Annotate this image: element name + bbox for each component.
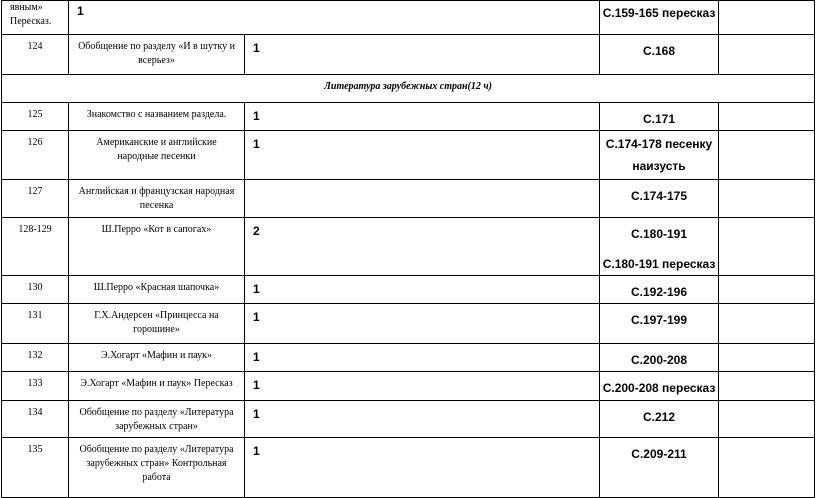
hours-value: 1 xyxy=(253,407,260,421)
row-number-cell xyxy=(2,344,69,372)
row-number-line: Пересказ. xyxy=(10,16,52,27)
hours-cell xyxy=(245,276,600,304)
table-row xyxy=(2,103,815,131)
hours-value: 1 xyxy=(253,137,260,151)
topic-line: работа xyxy=(142,472,171,483)
row-number: 127 xyxy=(27,186,43,197)
topic-cell xyxy=(69,304,245,344)
topic-line: Английская и французская народная xyxy=(78,186,235,197)
page-cell xyxy=(600,276,719,304)
notes-cell xyxy=(719,35,815,75)
topic-cell xyxy=(69,131,245,180)
hours-value: 1 xyxy=(253,444,260,458)
hours-cell xyxy=(245,131,600,180)
page-cell xyxy=(600,304,719,344)
topic-line: Ш.Перро «Кот в сапогах» xyxy=(101,224,212,235)
row-number-cell xyxy=(2,401,69,438)
page-value: С.197-199 xyxy=(630,313,688,327)
hours-value: 1 xyxy=(253,282,260,296)
page-value: С.180-191 xyxy=(630,227,688,241)
row-number-cell xyxy=(2,131,69,180)
topic-line: зарубежных стран» Контрольная xyxy=(86,458,227,469)
row-number-cell xyxy=(2,35,69,75)
hours-cell xyxy=(245,401,600,438)
topic-line: горошине» xyxy=(133,324,180,335)
page-cell xyxy=(600,218,719,276)
hours-cell xyxy=(245,372,600,401)
page-cell xyxy=(600,35,719,75)
notes-cell xyxy=(719,276,815,304)
row-number: 128-129 xyxy=(18,224,52,235)
hours-value: 1 xyxy=(77,4,84,18)
topic-line: Э.Хогарт «Мафин и паук» Пересказ xyxy=(80,378,233,389)
topic-line: Ш.Перро «Красная шапочка» xyxy=(93,282,220,293)
row-number: 134 xyxy=(27,407,43,418)
row-number: 124 xyxy=(27,41,43,52)
topic-line: Г.Х.Андерсен «Принцесса на xyxy=(94,310,219,321)
table-row xyxy=(2,1,815,35)
page-cell xyxy=(600,372,719,401)
page-value: С.174-175 xyxy=(630,189,688,203)
page-value: С.168 xyxy=(642,44,676,58)
row-number: 135 xyxy=(27,444,43,455)
notes-cell xyxy=(719,344,815,372)
table-row xyxy=(2,218,815,276)
topic-cell xyxy=(69,276,245,304)
topic-line: зарубежных стран» xyxy=(115,421,198,432)
notes-cell xyxy=(719,131,815,180)
section-title: Литература зарубежных стран(12 ч) xyxy=(324,81,492,92)
row-number-cell xyxy=(2,304,69,344)
hours-value: 1 xyxy=(253,41,260,55)
topic-cell xyxy=(69,103,245,131)
topic-cell xyxy=(69,344,245,372)
row-number-cell xyxy=(2,218,69,276)
topic-cell xyxy=(69,218,245,276)
notes-cell xyxy=(719,218,815,276)
page-value: С.171 xyxy=(642,112,676,126)
topic-cell xyxy=(69,180,245,218)
table-row xyxy=(2,401,815,438)
page-cell xyxy=(600,401,719,438)
topic-line: Американские и английские xyxy=(96,137,217,148)
hours-cell xyxy=(245,344,600,372)
topic-line: Обобщение по разделу «Литература xyxy=(79,444,234,455)
page-cell xyxy=(600,180,719,218)
row-number-cell xyxy=(2,1,69,35)
topic-line: песенка xyxy=(139,200,174,211)
table-row xyxy=(2,276,815,304)
hours-value: 1 xyxy=(253,378,260,392)
hours-cell xyxy=(245,180,600,218)
row-number: 131 xyxy=(27,310,43,321)
table-row xyxy=(2,35,815,75)
page-cell xyxy=(600,344,719,372)
row-number: 133 xyxy=(27,378,43,389)
topic-cell xyxy=(69,35,245,75)
notes-cell xyxy=(719,103,815,131)
hours-cell xyxy=(245,35,600,75)
page-cell xyxy=(600,131,719,180)
hours-value: 2 xyxy=(253,224,260,238)
topic-cell xyxy=(69,401,245,438)
topic-line: Э.Хогарт «Мафин и паук» xyxy=(101,350,212,361)
row-number: 132 xyxy=(27,350,43,361)
row-number: 130 xyxy=(27,282,43,293)
row-number-cell xyxy=(2,180,69,218)
hours-cell xyxy=(69,1,600,35)
table-row xyxy=(2,180,815,218)
page-value: С.192-196 xyxy=(630,285,688,299)
hours-value: 1 xyxy=(253,310,260,324)
hours-cell xyxy=(245,218,600,276)
page-cell xyxy=(600,1,719,35)
row-number-cell xyxy=(2,372,69,401)
page-value: С.200-208 пересказ xyxy=(602,381,716,395)
hours-value: 1 xyxy=(253,109,260,123)
page-value: С.180-191 пересказ xyxy=(602,257,716,271)
row-number: 126 xyxy=(27,137,43,148)
hours-cell xyxy=(245,103,600,131)
page-value: С.159-165 пересказ xyxy=(602,6,716,20)
table-row xyxy=(2,344,815,372)
topic-cell xyxy=(69,372,245,401)
table-row xyxy=(2,304,815,344)
table-row xyxy=(2,131,815,180)
lesson-plan-table xyxy=(1,0,815,498)
row-number: 125 xyxy=(27,109,43,120)
row-number-cell xyxy=(2,103,69,131)
row-number-cell xyxy=(2,276,69,304)
topic-line: всерьез» xyxy=(138,55,175,66)
topic-line: народные песенки xyxy=(117,151,196,162)
notes-cell xyxy=(719,304,815,344)
section-row xyxy=(2,75,815,103)
notes-cell xyxy=(719,180,815,218)
page-cell xyxy=(600,103,719,131)
page-value: С.200-208 xyxy=(630,353,688,367)
row-number-line: явным» xyxy=(10,2,43,13)
notes-cell xyxy=(719,1,815,35)
hours-value: 1 xyxy=(253,350,260,364)
topic-line: Обобщение по разделу «И в шутку и xyxy=(78,41,235,52)
topic-line: Знакомство с названием раздела. xyxy=(86,109,227,120)
notes-cell xyxy=(719,401,815,438)
hours-cell xyxy=(245,304,600,344)
table-row xyxy=(2,372,815,401)
topic-line: Обобщение по разделу «Литература xyxy=(79,407,234,418)
page-value: С.174-178 песенку xyxy=(605,137,713,151)
page-value: С.212 xyxy=(642,410,676,424)
section-header-cell xyxy=(2,75,815,103)
notes-cell xyxy=(719,372,815,401)
page-value: С.209-211 xyxy=(631,447,687,461)
page-value: наизусть xyxy=(632,159,686,173)
